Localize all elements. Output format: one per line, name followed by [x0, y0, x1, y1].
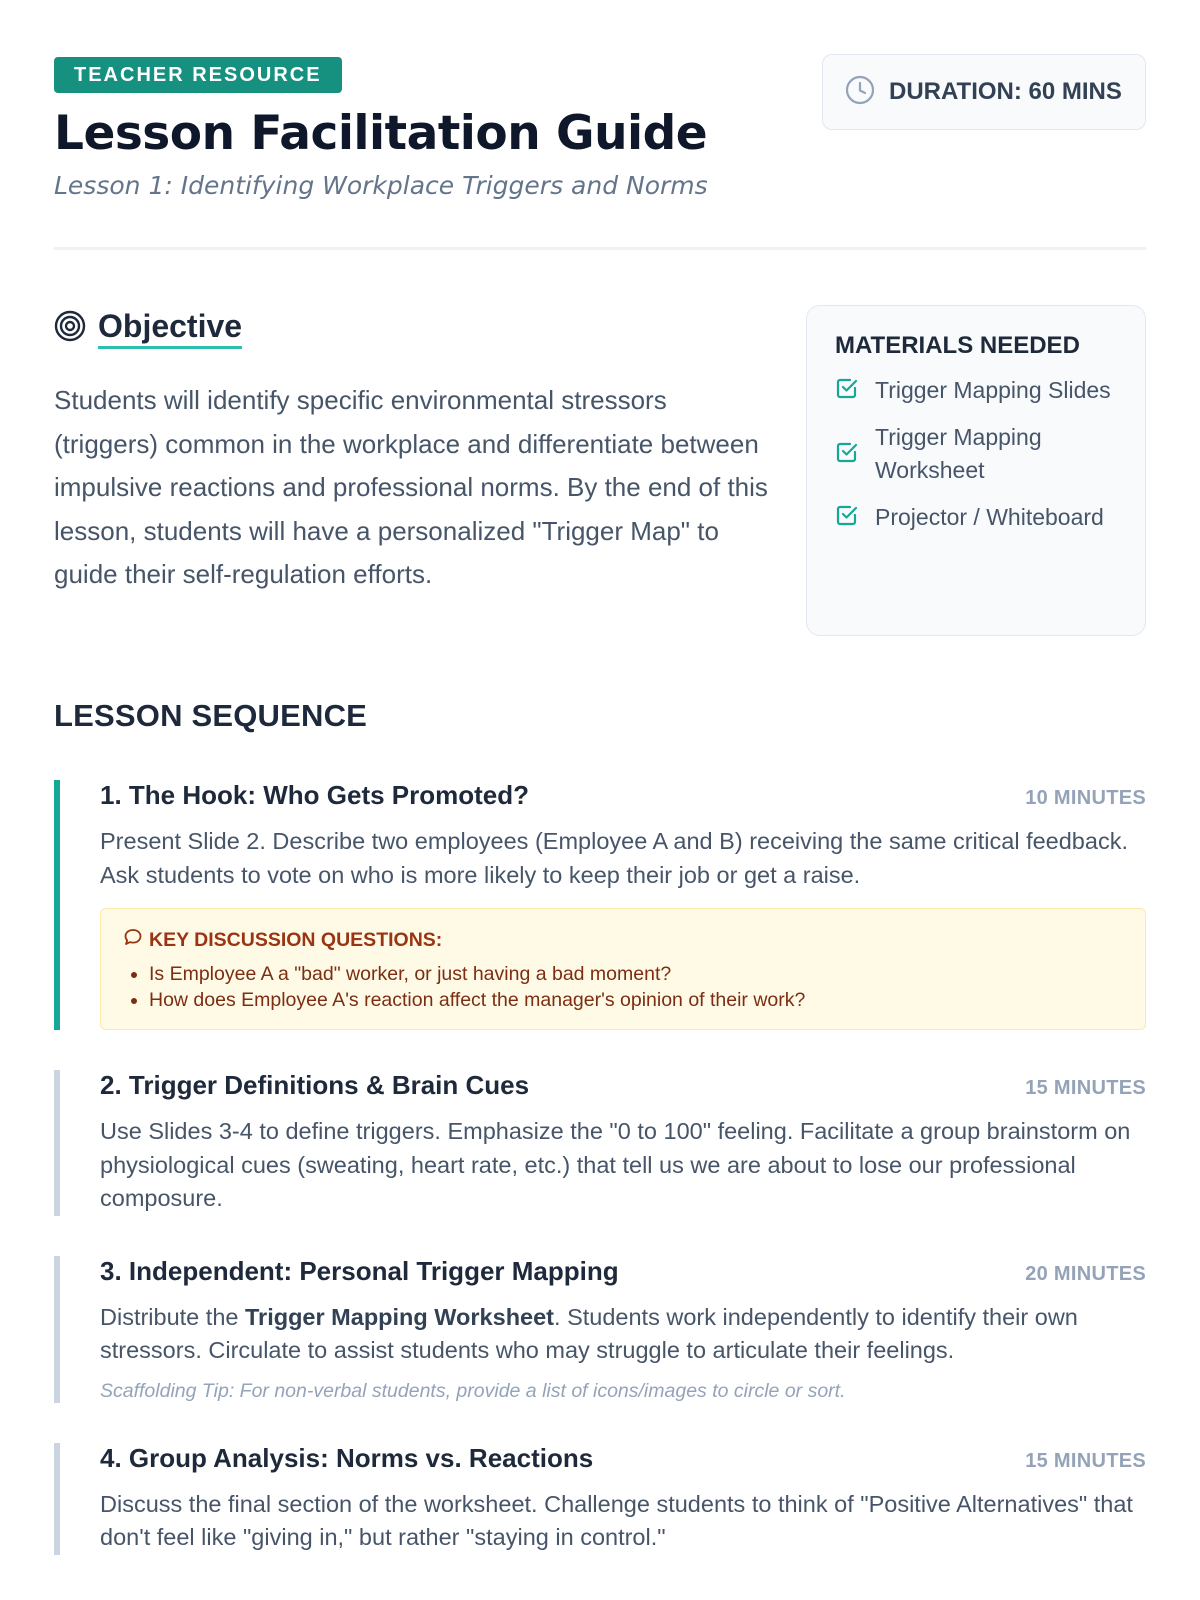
material-label: Trigger Mapping Worksheet: [875, 424, 1042, 483]
step-header: [100, 1070, 1146, 1101]
material-label: Projector / Whiteboard: [875, 504, 1104, 530]
header: [54, 0, 1146, 250]
step-duration: 20 MINUTES: [1025, 1262, 1146, 1285]
step-description: Use Slides 3-4 to define triggers. Emphasize the "0 to 100" feeling. Facilitate a group brainstorm on physiological cues (sweating, heart rate, etc.) that tell us we are about to lose our professional composure.: [100, 1118, 1131, 1211]
materials-title: MATERIALS NEEDED: [835, 332, 1080, 359]
clock-icon: [845, 75, 875, 110]
objective-title: Objective: [98, 308, 242, 349]
step-title: 4. Group Analysis: Norms vs. Reactions: [100, 1442, 594, 1473]
lesson-step-2: [54, 1070, 1146, 1216]
key-questions-list: [123, 961, 1123, 1013]
step-title: 1. The Hook: Who Gets Promoted?: [100, 780, 530, 810]
step-duration: 15 MINUTES: [1025, 1077, 1146, 1099]
step-title: 3. Independent: Personal Trigger Mapping: [100, 1255, 619, 1286]
duration-label: DURATION: 60 MINS: [889, 78, 1122, 105]
objective-text: Students will identify specific environmental stressors (triggers) common in the workplace and differentiate between impulsive reactions and professional norms. By the end of this lesson, students will have a personalized "Trigger Map" to guide their self-regulation efforts.: [54, 385, 768, 589]
step-header: [100, 1256, 1146, 1287]
step-text-part: . Students work independently to identify their own stressors. Circulate to assist students who may struggle to articulate their feelings.: [100, 1303, 1078, 1363]
step-duration: 10 MINUTES: [1025, 787, 1146, 809]
key-question: • Is Employee A a "bad" worker, or just having a bad moment?: [149, 961, 1123, 987]
step-text-part: Distribute the: [100, 1303, 245, 1330]
checkbox-icon: [835, 440, 859, 469]
material-item: [835, 374, 1119, 407]
worksheet-name: Trigger Mapping Worksheet: [244, 1303, 555, 1330]
step-header: [100, 780, 1146, 811]
lesson-step-4: [54, 1443, 1146, 1555]
page-subtitle: Lesson 1: Identifying Workplace Triggers and Norms: [54, 171, 708, 200]
material-item: [835, 421, 1119, 487]
step-header: [100, 1443, 1146, 1474]
objective-section: [54, 308, 774, 597]
duration-box: [822, 54, 1146, 130]
scaffolding-tip: Scaffolding Tip: For non-verbal students, provide a list of icons/images to circle or sort.: [100, 1379, 846, 1402]
lesson-step-3: [54, 1256, 1146, 1403]
key-questions-heading: [123, 927, 1123, 953]
key-questions-box: [100, 908, 1146, 1030]
target-icon: [54, 310, 86, 347]
chat-bubble-icon: [123, 927, 143, 953]
step-title: 2. Trigger Definitions & Brain Cues: [100, 1070, 530, 1100]
lesson-step-1: [54, 780, 1146, 1030]
materials-box: [806, 305, 1146, 636]
objective-heading: [54, 308, 774, 349]
material-item: [835, 501, 1119, 534]
step-description: Present Slide 2. Describe two employees (Employee A and B) receiving the same critical feedback. Ask students to vote on who is more likely to keep their job or get a raise.: [100, 828, 1128, 888]
step-description: Discuss the final section of the worksheet. Challenge students to think of "Positive Alternatives" that don't feel like "giving in," but rather "staying in control.": [100, 1490, 1133, 1550]
sequence-title: LESSON SEQUENCE: [54, 698, 368, 733]
material-label: Trigger Mapping Slides: [875, 377, 1111, 403]
key-question: • How does Employee A's reaction affect the manager's opinion of their work?: [149, 987, 1123, 1013]
step-duration: 15 MINUTES: [1025, 1449, 1146, 1472]
teacher-resource-badge: TEACHER RESOURCE: [54, 57, 342, 93]
checkbox-icon: [835, 503, 859, 532]
step-description: [100, 1301, 1146, 1368]
overview-section: [54, 250, 1146, 648]
checkbox-icon: [835, 376, 859, 405]
key-questions-title: KEY DISCUSSION QUESTIONS:: [149, 928, 443, 951]
page-title: Lesson Facilitation Guide: [54, 106, 708, 161]
